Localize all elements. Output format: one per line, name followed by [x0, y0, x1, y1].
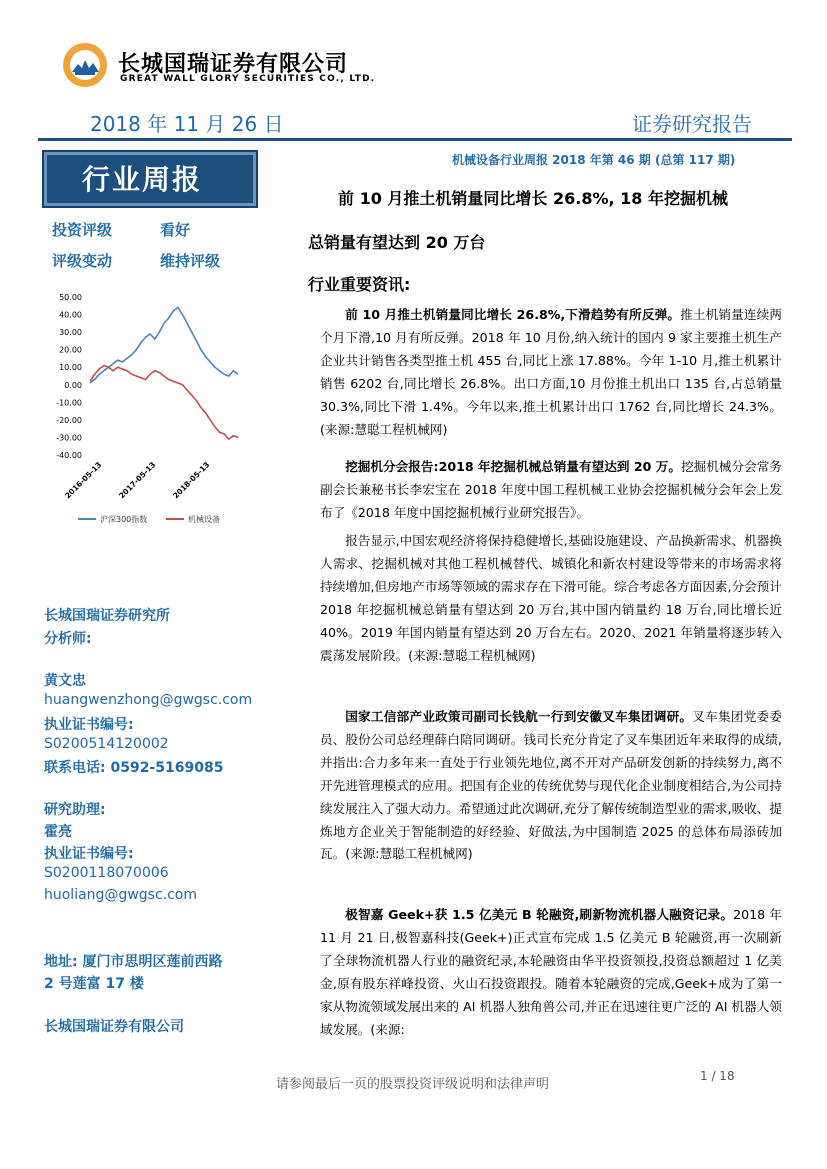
price-chart: [40, 285, 280, 535]
analyst-name: 黄文忠: [44, 673, 86, 689]
y-tick-label: -40.00: [56, 451, 82, 460]
address-line-1: 地址: 厦门市思明区莲前西路: [44, 954, 223, 970]
analyst-phone: 联系电话: 0592-5169085: [44, 760, 224, 776]
assistant-cert-label: 执业证书编号:: [44, 846, 134, 862]
news-paragraph-2: [320, 456, 782, 525]
company-logo: [62, 42, 108, 88]
x-tick-label: 2018-05-13: [171, 460, 212, 501]
news-4-body: 叉车集团党委委员、股份公司总经理薛白陪同调研。钱司长充分肯定了叉车集团近年来取得的成绩,并指出:合力多年来一直处于行业领先地位,离不开对产品研发创新的持续努力,离不开先进管理模式的应用。把国有企业的传统优势与现代化企业制度相结合,为公司持续发展注入了强大动力。希望通过此次调研,充分了解传统制造型业的需求,吸收、提炼地方企业关于智能制造的好经验、好做法,为中国制造 2025 的总体布局添砖加瓦。(来源:慧聪工程机械网): [320, 709, 783, 862]
y-tick-label: 30.00: [59, 328, 82, 338]
y-tick-label: 0.00: [64, 380, 82, 390]
assistant-email[interactable]: huoliang@gwgsc.com: [44, 887, 197, 903]
news-1-title: 前 10 月推土机销量同比增长 26.8%,下滑趋势有所反弹。: [345, 307, 681, 322]
disclaimer-note: 请参阅最后一页的股票投资评级说明和法律声明: [276, 1077, 550, 1092]
page-number: 1 / 18: [700, 1069, 735, 1083]
news-3-body: 报告显示,中国宏观经济将保持稳健增长,基础设施建设、产品换新需求、机器换人需求、挖掘机械对其他工程机械替代、城镇化和新农村建设等带来的市场需求将持续增加,但房地产市场等领域的需求存在下滑可能。综合考虑各方面因素,分会预计 2018 年挖掘机械总销量有望达到 20 万台,其中国内销量约 18 万台,同比增长近 40%。2019 年国内销量有望达到 20 万台左右。2020、2021 年销量将逐步转入震荡发展阶段。(来源:慧聪工程机械网): [320, 533, 782, 663]
issue-number: 机械设备行业周报 2018 年第 46 期 (总第 117 期): [452, 153, 736, 167]
news-2-body: 挖掘机械分会常务副会长兼秘书长李宏宝在 2018 年度中国工程机械工业协会挖掘机械分会年会上发布了《2018 年度中国挖掘机械行业研究报告》。: [320, 459, 782, 520]
x-tick-label: 2016-05-13: [63, 460, 104, 501]
news-paragraph-5: [320, 904, 782, 1041]
section-title: 行业重要资讯:: [308, 275, 411, 294]
analyst-cert: S0200514120002: [44, 736, 169, 752]
rating-change-label: 评级变动: [52, 252, 113, 270]
news-2-title: 挖掘机分会报告:2018 年挖掘机械总销量有望达到 20 万。: [345, 459, 682, 474]
header-divider: [38, 138, 792, 141]
y-tick-label: 20.00: [59, 345, 82, 355]
y-tick-label: -30.00: [56, 433, 82, 443]
y-tick-label: 40.00: [59, 310, 82, 320]
news-paragraph-3: [320, 530, 782, 667]
rating-change-value: 维持评级: [160, 252, 221, 270]
headline-line-2: 总销量有望达到 20 万台: [308, 233, 486, 252]
company-footer-name: 长城国瑞证券有限公司: [44, 1019, 184, 1035]
report-title: 行业周报: [81, 163, 202, 196]
analyst-label: 分析师:: [44, 631, 92, 647]
y-tick-label: 50.00: [59, 293, 82, 302]
assistant-name: 霍亮: [44, 824, 72, 840]
company-name-cn: 长城国瑞证券有限公司: [118, 52, 349, 77]
news-1-body: 推土机销量连续两个月下滑,10 月有所反弹。2018 年 10 月份,纳入统计的国内 9 家主要推土机生产企业共计销售各类型推土机 455 台,同比上涨 17.88%。今年 1-10 月,推土机累计销售 6202 台,同比增长 26.8%。出口方面,10 月份推土机出口 135 台,占总销量 30.3%,同比下滑 1.4%。今年以来,推土机累计出口 1762 台,同比增长 24.3%。(来源:慧聪工程机械网): [320, 307, 783, 437]
news-paragraph-1: [320, 304, 782, 441]
news-4-title: 国家工信部产业政策司副司长钱航一行到安徽叉车集团调研。: [345, 709, 693, 724]
y-tick-label: 10.00: [59, 363, 82, 373]
assistant-label: 研究助理:: [44, 802, 106, 818]
headline-line-1: 前 10 月推土机销量同比增长 26.8%, 18 年挖掘机械: [338, 189, 728, 208]
series-line-1: [90, 308, 238, 384]
assistant-cert: S0200118070006: [44, 865, 169, 881]
company-name-en: GREAT WALL GLORY SECURITIES CO., LTD.: [120, 74, 376, 84]
report-type: 证券研究报告: [632, 112, 752, 136]
legend-label: 沪深300指数: [100, 515, 148, 524]
report-date: 2018 年 11 月 26 日: [90, 112, 284, 136]
y-tick-label: -10.00: [56, 398, 82, 408]
legend-label: 机械设备: [188, 515, 220, 524]
y-tick-label: -20.00: [56, 415, 82, 425]
x-tick-label: 2017-05-13: [117, 460, 158, 501]
series-line-2: [90, 366, 238, 440]
rating-value: 看好: [160, 221, 191, 239]
rating-label: 投资评级: [52, 221, 113, 239]
analyst-cert-label: 执业证书编号:: [44, 717, 134, 733]
news-paragraph-4: [320, 706, 782, 866]
news-5-title: 极智嘉 Geek+获 1.5 亿美元 B 轮融资,刷新物流机器人融资记录。: [345, 907, 734, 922]
institute-name: 长城国瑞证券研究所: [44, 608, 170, 624]
news-5-body: 2018 年 11 月 21 日,极智嘉科技(Geek+)正式宣布完成 1.5 亿美元 B 轮融资,再一次刷新了全球物流机器人行业的融资纪录,本轮融资由华平投资领投,投资总额超过 1 亿美金,原有股东祥峰投资、火山石投资跟投。随着本轮融资的完成,Geek+成为了第一家从物流领域发展出来的 AI 机器人独角兽公司,并正在迅速往更广泛的 AI 机器人领域发展。(来源:: [320, 907, 782, 1037]
address-line-2: 2 号莲富 17 楼: [44, 976, 144, 992]
analyst-email[interactable]: huangwenzhong@gwgsc.com: [44, 692, 253, 708]
